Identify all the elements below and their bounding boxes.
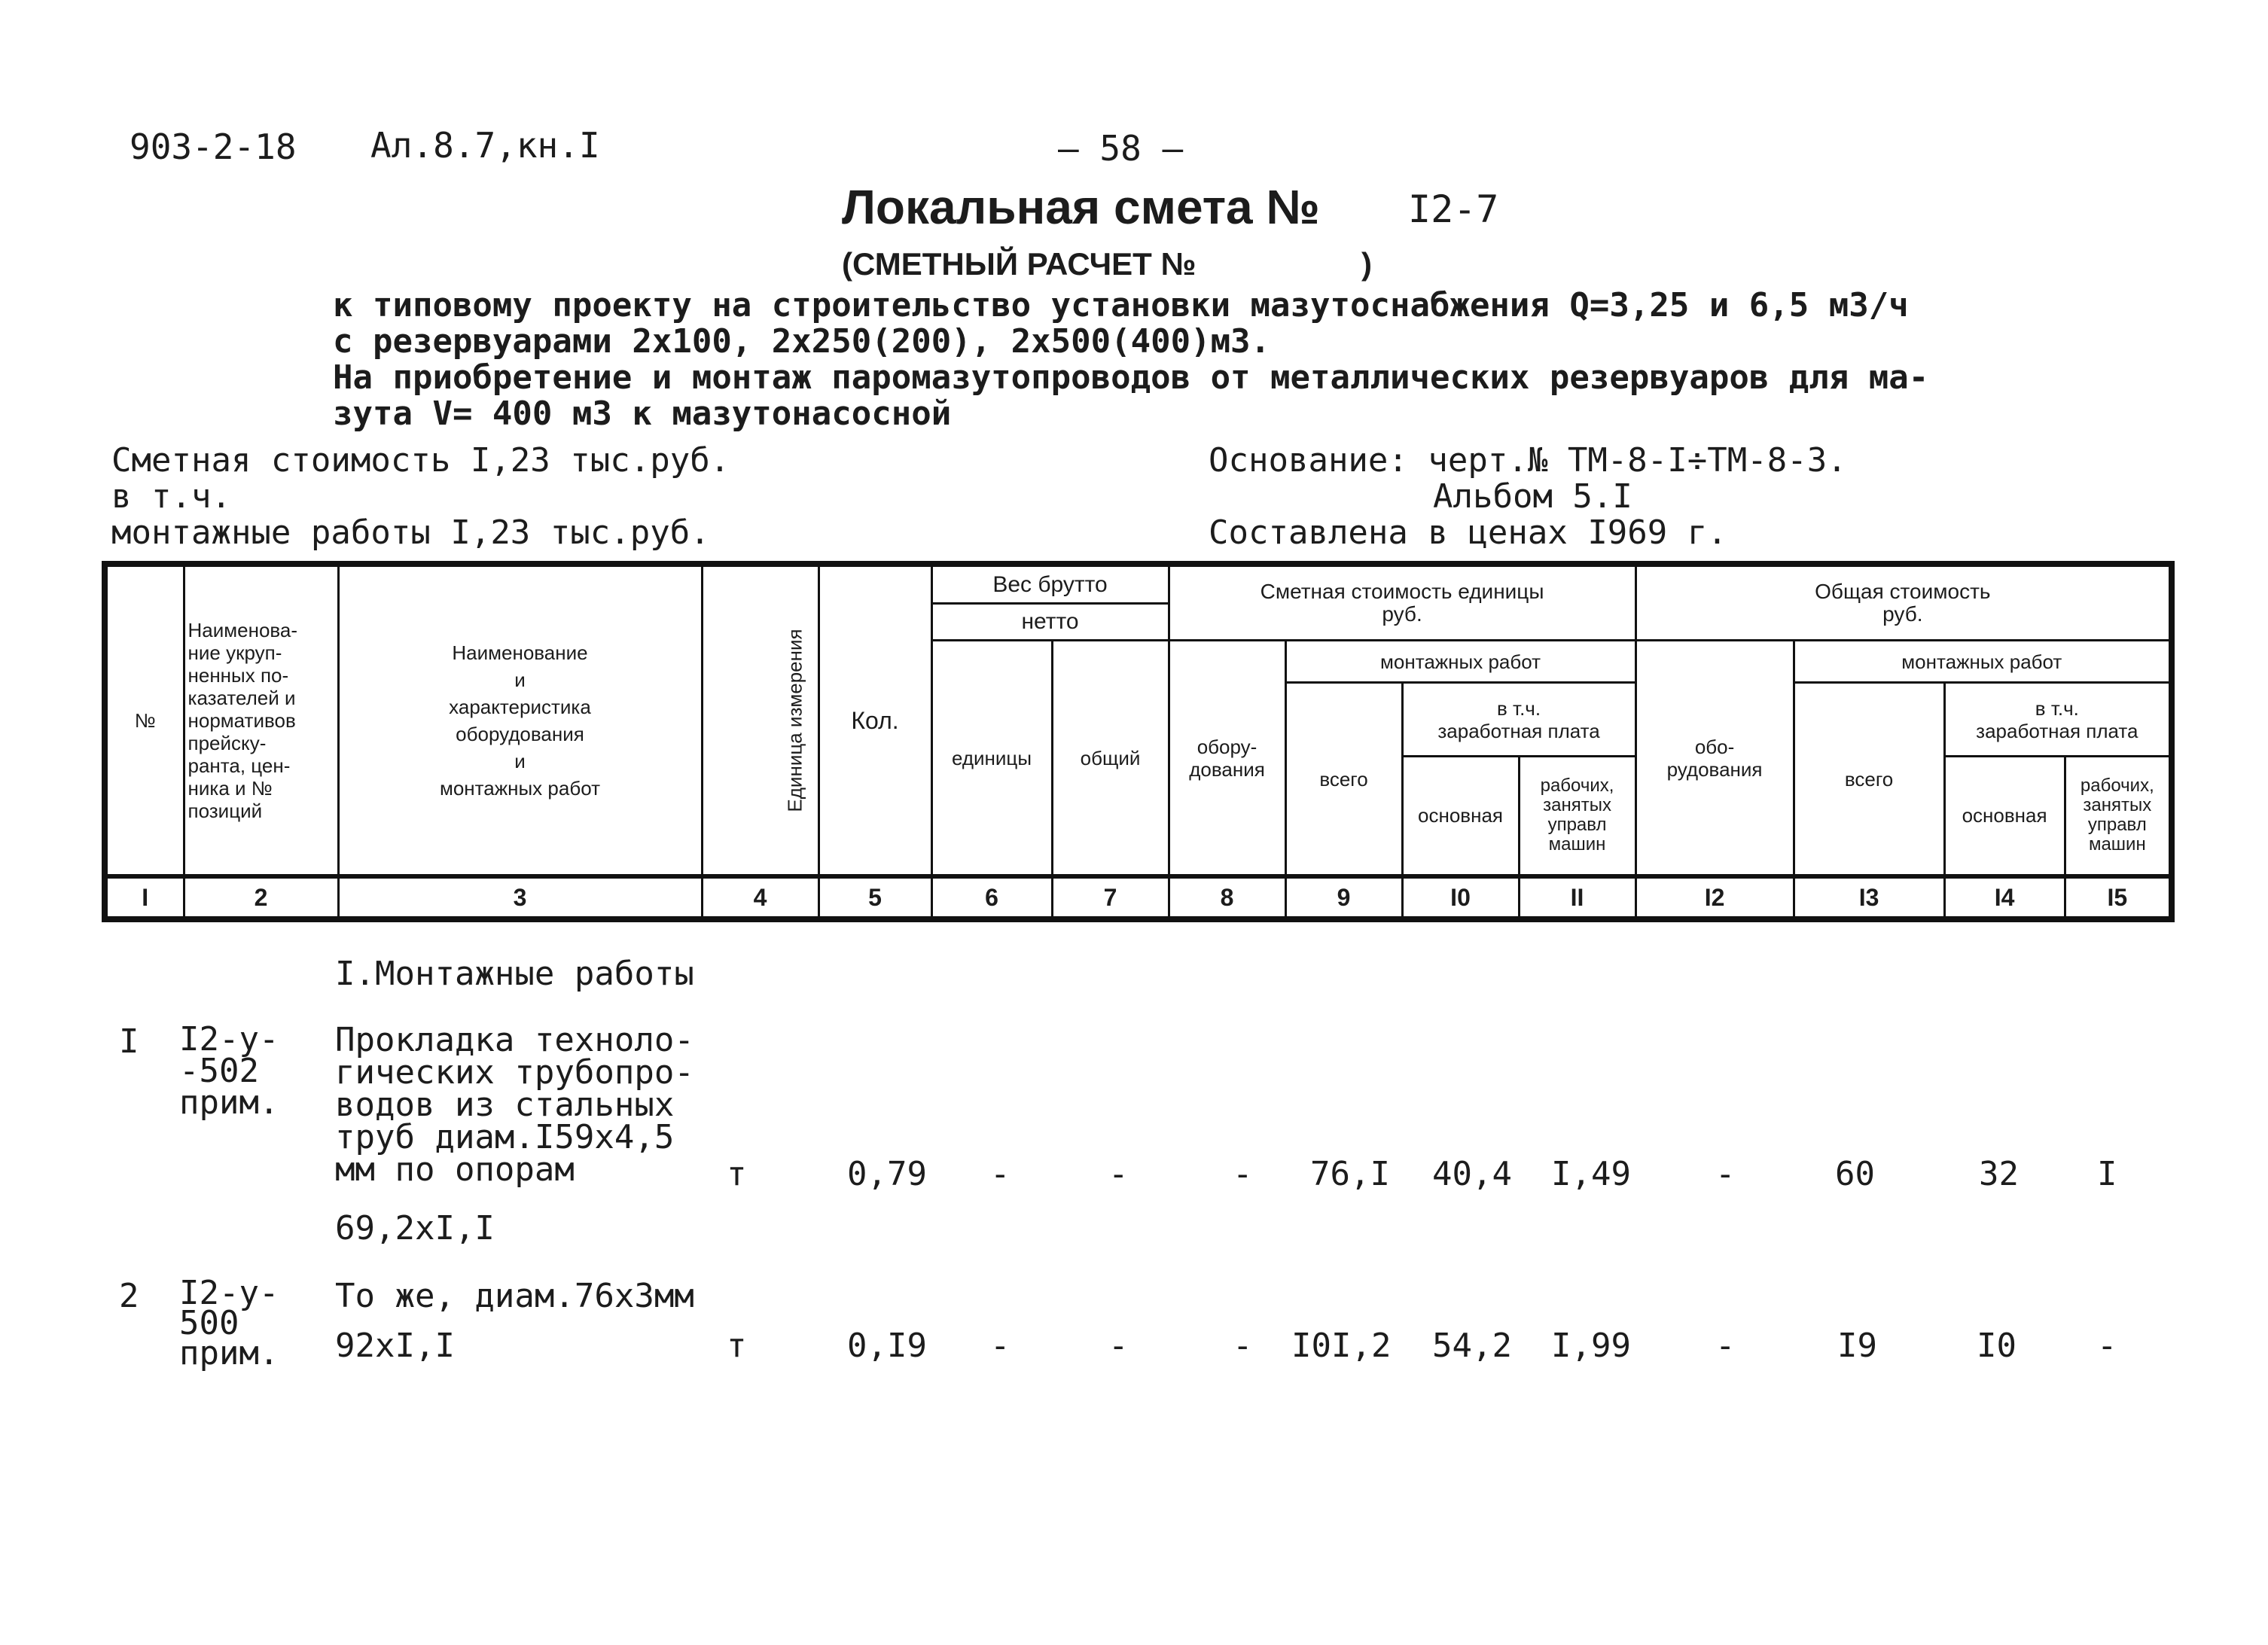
page-number: — 58 —	[1058, 128, 1184, 169]
basis: Основание: черт.№ ТМ-8-I÷ТМ-8-3.	[1209, 441, 1847, 480]
row-number: I	[119, 1022, 139, 1061]
column-number-row	[105, 876, 2172, 919]
column-number: 5	[818, 876, 931, 919]
subtitle: (СМЕТНЫЙ РАСЧЕТ №	[842, 246, 1196, 282]
album-reference: Ал.8.7,кн.I	[370, 125, 600, 166]
install-total-cost: I9	[1837, 1327, 1877, 1365]
all-total-header: всего	[1794, 683, 1944, 876]
page-title: Локальная смета №	[842, 180, 1320, 234]
installation-cost: монтажные работы I,23 тыс.руб.	[111, 513, 710, 552]
calculation: 69,2хI,I	[335, 1209, 495, 1247]
install-unit-header: монтажных работ	[1285, 640, 1635, 683]
estimate-header-table	[102, 561, 2175, 922]
install-total-cost: 60	[1835, 1155, 1875, 1193]
col-number-header: №	[105, 564, 184, 876]
column-number: 7	[1052, 876, 1169, 919]
album-line: Альбом 5.I	[1433, 477, 1632, 516]
description-line: зута V= 400 м3 к мазутонасосной	[333, 394, 952, 433]
machine-wage-unit: I,49	[1551, 1155, 1631, 1193]
summary-left	[111, 443, 730, 551]
wage-unit-header: в т.ч. заработная плата	[1402, 683, 1635, 756]
price-base: Составлена в ценах I969 г.	[1209, 513, 1727, 552]
unit-cost-header: Сметная стоимость единицы руб.	[1169, 564, 1635, 640]
column-number: 4	[702, 876, 818, 919]
machine-wage-total: I	[2097, 1155, 2117, 1193]
description-line: На приобретение и монтаж паромазутопроводов от металлических резервуаров для ма-	[333, 358, 1929, 397]
all-unit-header: всего	[1285, 683, 1402, 876]
machine-wage-unit-header: рабочих, занятых управл машин	[1519, 756, 1635, 876]
estimated-cost: Сметная стоимость I,23 тыс.руб.	[111, 441, 730, 480]
column-number: 6	[931, 876, 1052, 919]
equipment-unit-header: обору- дования	[1169, 640, 1285, 876]
equipment-total-cost: -	[1715, 1155, 1736, 1193]
machine-wage-total-header: рабочих, занятых управл машин	[2065, 756, 2172, 876]
total-weight: -	[1108, 1155, 1129, 1193]
basic-wage-unit: 54,2	[1432, 1327, 1512, 1365]
basic-wage-unit-header: основная	[1402, 756, 1519, 876]
basic-wage-total: I0	[1977, 1327, 2017, 1365]
column-number: 2	[184, 876, 338, 919]
machine-wage-total: -	[2097, 1327, 2117, 1365]
install-unit-cost: I0I,2	[1291, 1327, 1392, 1365]
column-number: I0	[1402, 876, 1519, 919]
quantity: 0,I9	[847, 1327, 927, 1365]
col-quantity-header: Кол.	[818, 564, 931, 876]
unit-weight: -	[990, 1155, 1011, 1193]
calculation: 92хI,I	[335, 1327, 455, 1365]
column-number: II	[1519, 876, 1635, 919]
total-cost-header: Общая стоимость руб.	[1635, 564, 2172, 640]
work-description: Прокладка техноло- гических трубопро- водов из стальных труб диам.I59х4,5 мм по опорам	[335, 1021, 694, 1189]
weight-net-header: нетто	[931, 604, 1169, 641]
column-number: 3	[338, 876, 702, 919]
machine-wage-unit: I,99	[1551, 1327, 1631, 1365]
document-code: 903-2-18	[130, 126, 297, 167]
section-title: I.Монтажные работы	[335, 955, 694, 993]
column-number: I2	[1635, 876, 1794, 919]
column-number: I	[105, 876, 184, 919]
unit: т	[727, 1327, 747, 1365]
weight-gross-header: Вес брутто	[931, 564, 1169, 604]
row-number: 2	[119, 1277, 139, 1315]
unit-weight: -	[990, 1327, 1011, 1365]
including-label: в т.ч.	[111, 477, 231, 516]
equipment-total-header: обо- рудования	[1635, 640, 1794, 876]
description-line: с резервуарами 2х100, 2х250(200), 2х500(400)м3.	[333, 322, 1271, 361]
total-weight-header: общий	[1052, 640, 1169, 876]
summary-right	[1209, 443, 1847, 551]
equipment-unit-cost: -	[1233, 1327, 1253, 1365]
basic-wage-total-header: основная	[1944, 756, 2065, 876]
estimate-number: I2-7	[1408, 187, 1499, 231]
col-unit-header: Единица измерения	[702, 564, 818, 876]
column-number: I4	[1944, 876, 2065, 919]
norm-code: I2-у- -502 прим.	[179, 1020, 279, 1122]
description-line: к типовому проекту на строительство установки мазутоснабжения Q=3,25 и 6,5 м3/ч	[333, 286, 1909, 324]
unit: т	[727, 1155, 747, 1193]
column-number: I3	[1794, 876, 1944, 919]
column-number: I5	[2065, 876, 2172, 919]
wage-total-header: в т.ч. заработная плата	[1944, 683, 2172, 756]
install-unit-cost: 76,I	[1310, 1155, 1390, 1193]
basic-wage-total: 32	[1979, 1155, 2019, 1193]
basic-wage-unit: 40,4	[1432, 1155, 1512, 1193]
column-number: 9	[1285, 876, 1402, 919]
subtitle-close: )	[1361, 246, 1372, 282]
total-weight: -	[1108, 1327, 1129, 1365]
norm-code: I2-у- 500 прим.	[179, 1274, 279, 1372]
work-description: То же, диам.76х3мм	[335, 1277, 694, 1315]
description	[333, 288, 1928, 432]
col-norm-header: Наименова- ние укруп- ненных по- казателей и нормативов прейску- ранта, цен- ника и № позиций	[184, 564, 338, 876]
column-number: 8	[1169, 876, 1285, 919]
col-description-header: Наименование и характеристика оборудования и монтажных работ	[338, 564, 702, 876]
install-total-header: монтажных работ	[1794, 640, 2172, 683]
per-unit-header: единицы	[931, 640, 1052, 876]
equipment-unit-cost: -	[1233, 1155, 1253, 1193]
equipment-total-cost: -	[1715, 1327, 1736, 1365]
quantity: 0,79	[847, 1155, 927, 1193]
